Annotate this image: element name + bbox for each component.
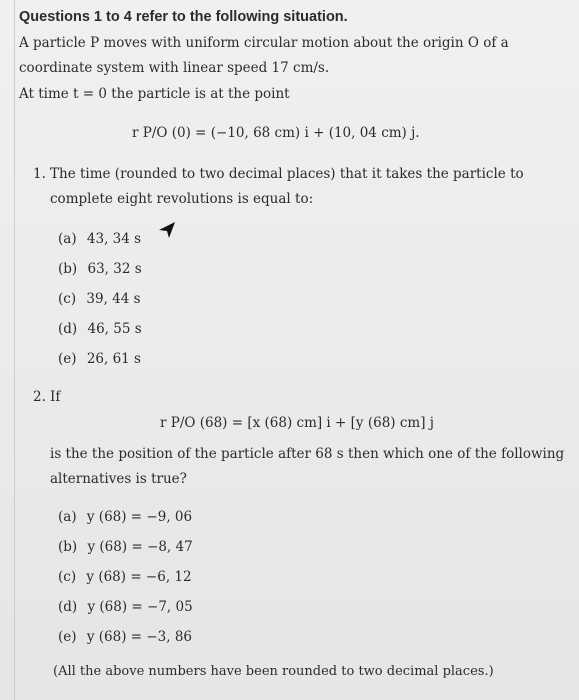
q2-option-label: (a) bbox=[58, 509, 77, 525]
question-2-number: 2. bbox=[33, 389, 46, 405]
intro-line-1: A particle P moves with uniform circular motion about the origin O of a bbox=[19, 35, 509, 51]
intro-line-3: At time t = 0 the particle is at the point bbox=[19, 86, 290, 102]
q2-option-value: y (68) = −6, 12 bbox=[86, 569, 192, 585]
q2-option-c[interactable] bbox=[58, 568, 192, 586]
intro-line-2: coordinate system with linear speed 17 cm/s. bbox=[19, 60, 330, 76]
q2-option-value: y (68) = −9, 06 bbox=[86, 509, 193, 525]
q2-option-d[interactable] bbox=[58, 598, 193, 616]
q1-option-value: 46, 55 s bbox=[87, 321, 142, 337]
mouse-pointer-icon bbox=[157, 220, 177, 240]
q1-option-label: (a) bbox=[58, 231, 77, 247]
q2-option-label: (d) bbox=[58, 599, 78, 615]
q1-option-label: (e) bbox=[58, 351, 77, 367]
q2-option-label: (b) bbox=[58, 539, 78, 555]
q2-option-label: (e) bbox=[58, 629, 77, 645]
footnote: (All the above numbers have been rounded to two decimal places.) bbox=[53, 664, 494, 679]
position-at-68s-equation: r P/O (68) = [x (68) cm] i + [y (68) cm] j bbox=[160, 415, 434, 431]
q2-option-a[interactable] bbox=[58, 508, 192, 526]
q1-option-d[interactable] bbox=[58, 320, 142, 338]
q2-option-label: (c) bbox=[58, 569, 77, 585]
q1-option-label: (b) bbox=[58, 261, 78, 277]
q1-option-label: (d) bbox=[58, 321, 78, 337]
q1-option-c[interactable] bbox=[58, 290, 141, 308]
q2-option-value: y (68) = −8, 47 bbox=[87, 539, 193, 555]
q2-option-value: y (68) = −7, 05 bbox=[87, 599, 193, 615]
page-edge bbox=[14, 0, 15, 700]
q1-option-value: 26, 61 s bbox=[86, 351, 141, 367]
q1-option-label: (c) bbox=[58, 291, 77, 307]
initial-position-equation: r P/O (0) = (−10, 68 cm) i + (10, 04 cm) j. bbox=[132, 125, 420, 141]
q1-option-value: 39, 44 s bbox=[86, 291, 141, 307]
q1-option-a[interactable] bbox=[58, 230, 141, 248]
question-2-text-line-2: alternatives is true? bbox=[50, 471, 187, 487]
q2-option-e[interactable] bbox=[58, 628, 192, 646]
question-1-text-line-2: complete eight revolutions is equal to: bbox=[50, 191, 314, 207]
section-heading: Questions 1 to 4 refer to the following situation. bbox=[19, 9, 348, 25]
q1-option-value: 63, 32 s bbox=[87, 261, 142, 277]
question-1-number: 1. bbox=[33, 166, 46, 182]
q1-option-value: 43, 34 s bbox=[86, 231, 142, 247]
q2-option-value: y (68) = −3, 86 bbox=[86, 629, 193, 645]
q2-option-b[interactable] bbox=[58, 538, 193, 556]
q1-option-b[interactable] bbox=[58, 260, 142, 278]
question-2-lead: If bbox=[50, 389, 61, 405]
question-2-text-line-1: is the the position of the particle after 68 s then which one of the following bbox=[50, 446, 565, 462]
question-1-text-line-1: The time (rounded to two decimal places) that it takes the particle to bbox=[50, 166, 524, 182]
q1-option-e[interactable] bbox=[58, 350, 141, 368]
